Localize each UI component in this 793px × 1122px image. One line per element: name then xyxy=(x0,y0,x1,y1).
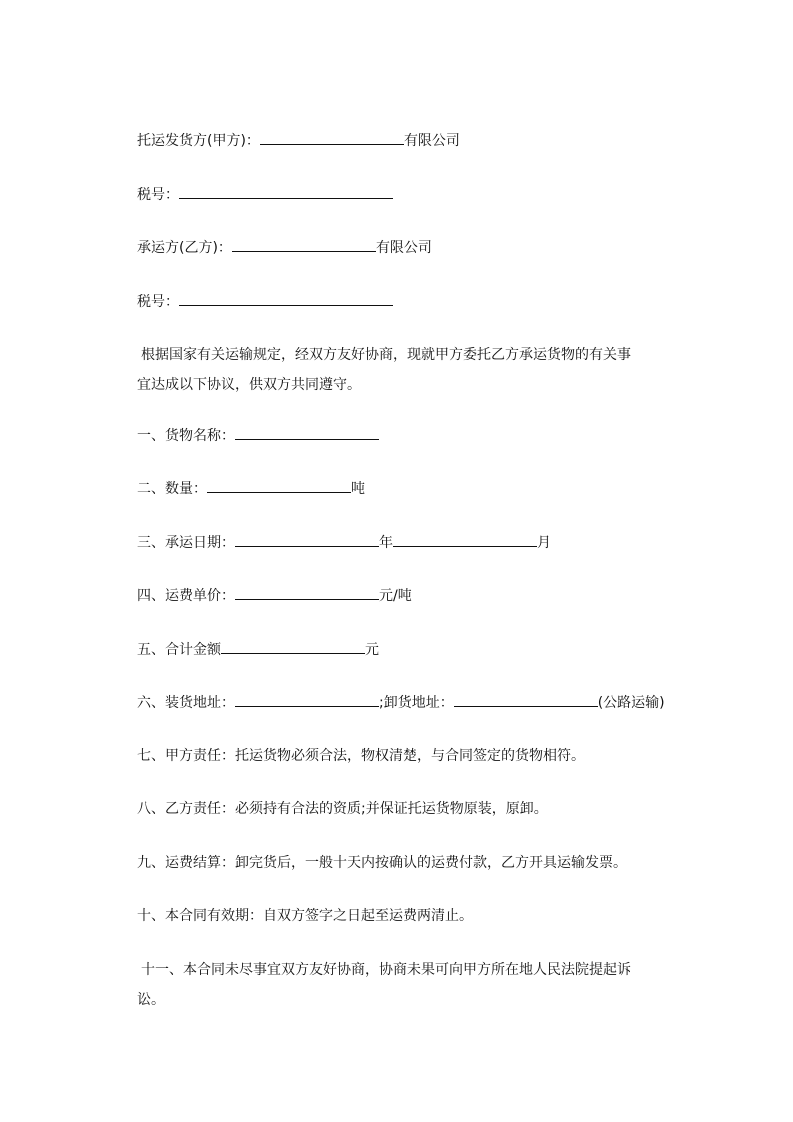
quantity-blank[interactable] xyxy=(207,479,351,493)
shipper-tax-blank[interactable] xyxy=(179,185,393,199)
shipper-label: 托运发货方(甲方)： xyxy=(137,133,260,149)
month-unit: 月 xyxy=(537,535,551,551)
carrier-suffix: 有限公司 xyxy=(375,240,432,256)
transport-mode: (公路运输) xyxy=(597,695,665,711)
clause-11 xyxy=(137,955,705,1015)
carrier-label: 承运方(乙方)： xyxy=(137,240,232,256)
clause-4 xyxy=(137,586,412,605)
clause-1 xyxy=(137,426,379,445)
shipper-line xyxy=(137,131,460,150)
clause-6-label: 六、装货地址： xyxy=(137,695,235,711)
clause-10: 十、本合同有效期：自双方签字之日起至运费两清止。 xyxy=(137,908,473,924)
clause-2-label: 二、数量： xyxy=(137,481,207,497)
clause-4-label: 四、运费单价： xyxy=(137,588,235,604)
loading-address-blank[interactable] xyxy=(235,693,379,707)
clause-6 xyxy=(137,693,665,712)
goods-name-blank[interactable] xyxy=(235,426,379,440)
clause-1-label: 一、货物名称： xyxy=(137,428,235,444)
clause-3 xyxy=(137,533,551,552)
carrier-tax-line xyxy=(137,292,393,311)
clause-11-line-1: 十一、本合同未尽事宜双方友好协商，协商未果可向甲方所在地人民法院提起诉 xyxy=(141,962,631,978)
month-blank[interactable] xyxy=(393,533,537,547)
total-amount-unit: 元 xyxy=(365,642,379,658)
intro-line-1: 根据国家有关运输规定，经双方友好协商，现就甲方委托乙方承运货物的有关事 xyxy=(141,347,631,363)
quantity-unit: 吨 xyxy=(351,481,365,497)
shipper-suffix: 有限公司 xyxy=(403,133,460,149)
clause-2 xyxy=(137,479,365,498)
year-unit: 年 xyxy=(379,535,393,551)
clause-3-label: 三、承运日期： xyxy=(137,535,235,551)
clause-5 xyxy=(137,640,379,659)
shipper-name-blank[interactable] xyxy=(260,131,404,145)
unloading-label: ;卸货地址： xyxy=(379,695,454,711)
intro-paragraph xyxy=(137,340,705,400)
shipper-tax-line xyxy=(137,185,393,204)
carrier-line xyxy=(137,238,432,257)
clause-9: 九、运费结算：卸完货后，一般十天内按确认的运费付款，乙方开具运输发票。 xyxy=(137,855,627,871)
clause-7: 七、甲方责任：托运货物必须合法，物权清楚，与合同签定的货物相符。 xyxy=(137,748,585,764)
carrier-name-blank[interactable] xyxy=(232,238,376,252)
carrier-tax-blank[interactable] xyxy=(179,292,393,306)
clause-5-label: 五、合计金额 xyxy=(137,642,221,658)
tax-label-2: 税号： xyxy=(137,294,179,310)
unit-price-unit: 元/吨 xyxy=(379,588,412,604)
year-blank[interactable] xyxy=(235,533,379,547)
tax-label-1: 税号： xyxy=(137,187,179,203)
unloading-address-blank[interactable] xyxy=(454,693,598,707)
total-amount-blank[interactable] xyxy=(221,640,365,654)
clause-8: 八、乙方责任：必须持有合法的资质;并保证托运货物原装，原卸。 xyxy=(137,801,548,817)
unit-price-blank[interactable] xyxy=(235,586,379,600)
intro-line-2: 宜达成以下协议，供双方共同遵守。 xyxy=(137,377,361,393)
clause-11-line-2: 讼。 xyxy=(137,992,165,1008)
